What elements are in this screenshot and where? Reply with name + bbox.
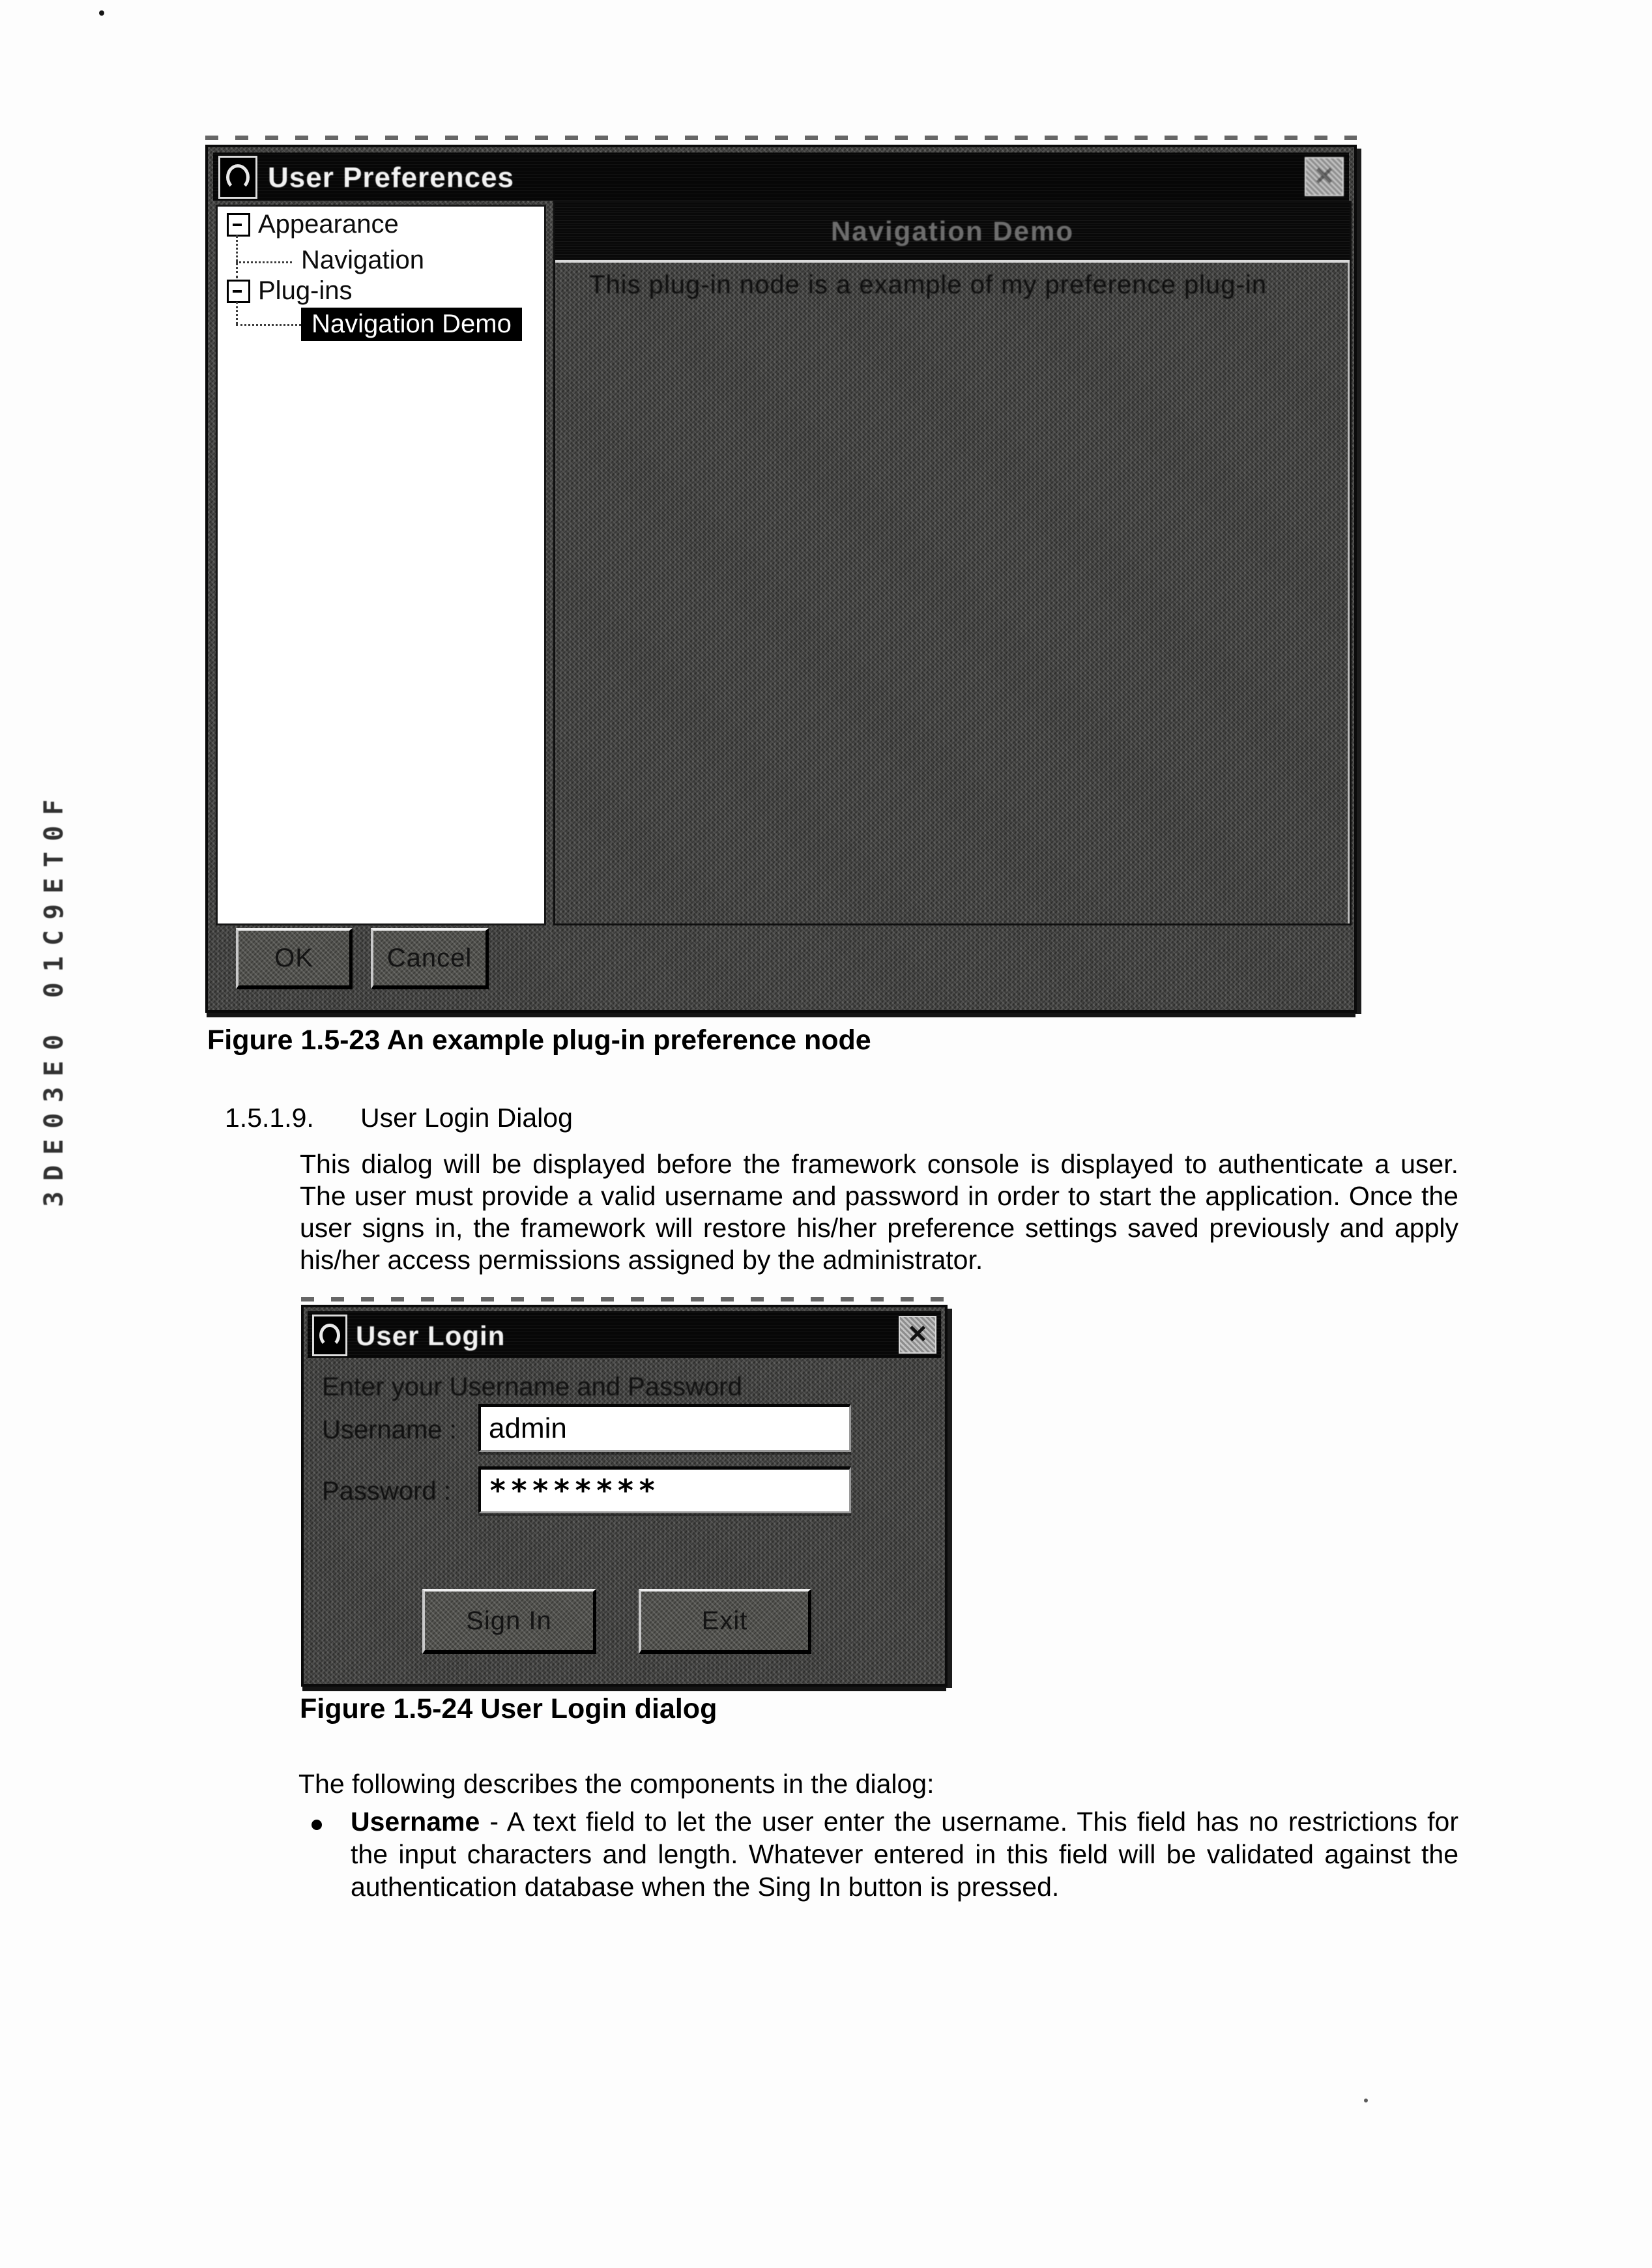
bullet-text: - A text field to let the user enter the username. This field has no restrictions for the input characters and length. Whatever entered in this field will be validated against the authentication database when the Sing In button is pressed. [351, 1807, 1458, 1902]
scan-noise-strip [205, 136, 1357, 140]
minus-icon [233, 290, 242, 293]
margin-dot-matrix-stamp: 3DE03E0 01C9ET0F [39, 789, 69, 1207]
tree-connector-line [236, 302, 238, 324]
panel-heading: Navigation Demo [830, 216, 1075, 246]
tree-expander-appearance[interactable] [227, 213, 250, 237]
prefs-app-icon [218, 156, 257, 199]
panel-separator [555, 260, 1350, 263]
tree-connector-line [236, 235, 238, 278]
user-preferences-dialog [205, 145, 1357, 1013]
prefs-close-button[interactable] [1305, 157, 1344, 196]
sign-in-button-label: Sign In [466, 1606, 552, 1635]
bullet-marker [312, 1820, 322, 1830]
minus-icon [233, 224, 242, 226]
username-label: Username : [322, 1416, 457, 1444]
prefs-title-bar[interactable] [213, 153, 1349, 201]
scan-noise-strip [301, 1297, 948, 1301]
tree-connector-line [236, 324, 301, 326]
figure-1-5-24-caption: Figure 1.5-24 User Login dialog [300, 1693, 717, 1724]
tree-item-navigation-demo-selected[interactable]: Navigation Demo [301, 308, 522, 341]
password-value: ******** [489, 1473, 659, 1508]
exit-button-label: Exit [701, 1606, 748, 1635]
username-value: admin [489, 1412, 567, 1444]
tree-expander-plugins[interactable] [227, 280, 250, 303]
password-label: Password : [322, 1477, 451, 1505]
close-icon: ✕ [907, 1321, 928, 1348]
login-title-bar[interactable] [308, 1311, 941, 1358]
password-input[interactable] [478, 1466, 851, 1513]
section-paragraph: This dialog will be displayed before the framework console is displayed to authenticate a user. The user must provide a valid username and password in order to start the application. Once the user signs in, the framework will restore his/her preference settings saved previously and apply his/her access permissions assigned by the administrator. [300, 1149, 1458, 1275]
ok-button-label: OK [274, 943, 313, 972]
exit-button[interactable] [639, 1589, 811, 1654]
panel-body-text: This plug-in node is a example of my preference plug-in [589, 270, 1267, 299]
cancel-button[interactable] [371, 928, 489, 989]
login-dialog-title: User Login [356, 1320, 506, 1351]
ok-button[interactable] [236, 928, 353, 989]
scan-speck [99, 10, 104, 16]
username-input[interactable] [478, 1404, 851, 1452]
close-icon: ✕ [1314, 163, 1335, 190]
cancel-button-label: Cancel [386, 943, 472, 972]
section-title: User Login Dialog [360, 1103, 573, 1133]
user-login-dialog [301, 1305, 948, 1687]
section-number: 1.5.1.9. [225, 1103, 314, 1133]
figure-1-5-23-caption: Figure 1.5-23 An example plug-in preference node [207, 1025, 871, 1056]
tree-connector-line [236, 261, 292, 263]
login-app-icon [312, 1315, 347, 1356]
prefs-dialog-title: User Preferences [268, 162, 515, 194]
login-close-button[interactable] [899, 1316, 936, 1354]
sign-in-button[interactable] [422, 1589, 596, 1654]
panel-edge-highlight [1348, 263, 1350, 923]
components-intro: The following describes the components in the dialog: [298, 1769, 935, 1799]
prefs-content-panel [553, 201, 1352, 925]
prefs-tree-panel [216, 205, 546, 925]
bullet-term: Username [351, 1807, 480, 1837]
tree-item-navigation[interactable]: Navigation [301, 246, 425, 274]
login-instruction: Enter your Username and Password [322, 1373, 742, 1401]
tree-item-plugins[interactable]: Plug-ins [258, 276, 353, 305]
username-bullet [351, 1805, 1458, 1903]
tree-item-appearance[interactable]: Appearance [258, 210, 399, 239]
panel-heading-band [555, 203, 1350, 260]
scan-speck [1364, 2099, 1368, 2102]
